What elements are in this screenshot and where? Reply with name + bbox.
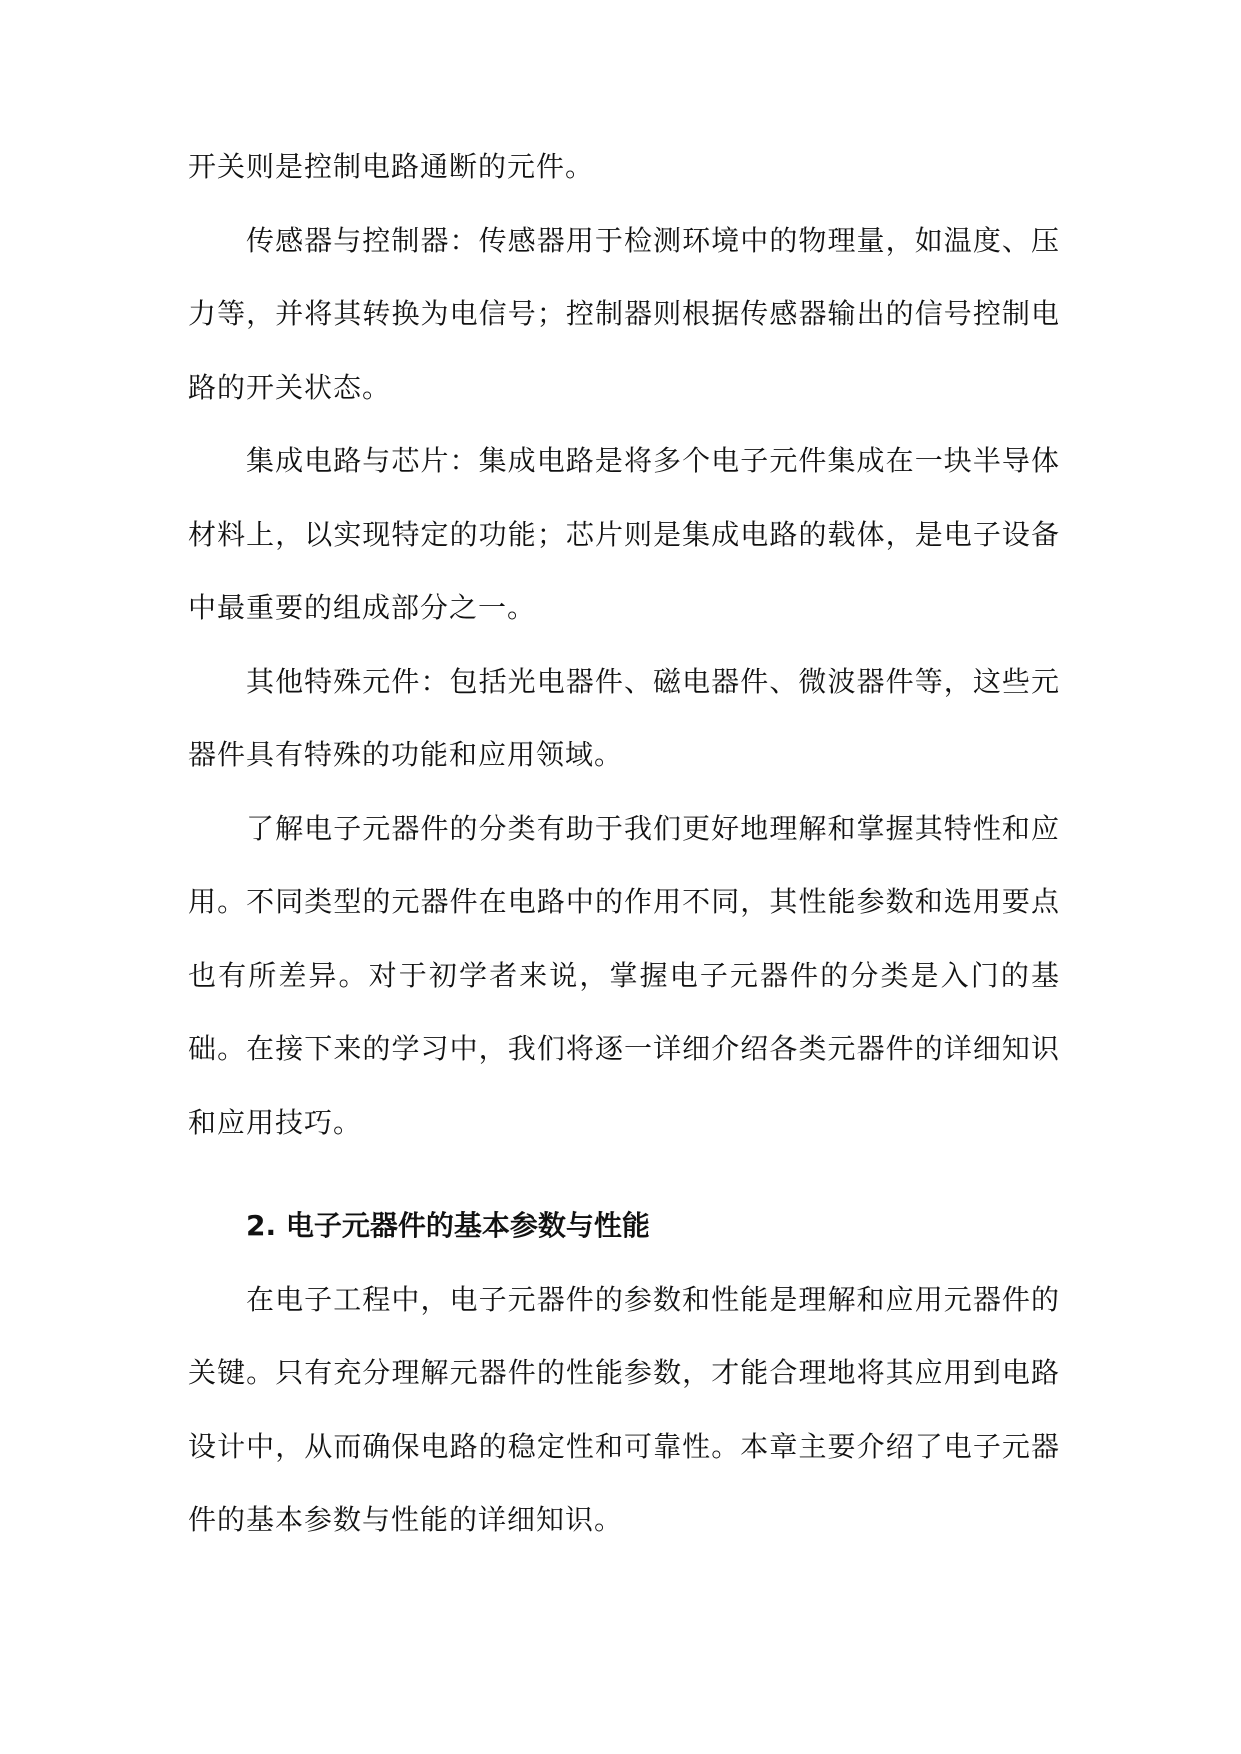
document-page bbox=[188, 130, 1060, 1557]
paragraph-switch-continuation: 开关则是控制电路通断的元件。 bbox=[188, 150, 595, 183]
paragraph-special-components: 其他特殊元件：包括光电器件、磁电器件、微波器件等，这些元器件具有特殊的功能和应用领域。 bbox=[188, 664, 1060, 771]
paragraph-integrated-circuits: 集成电路与芯片：集成电路是将多个电子元件集成在一块半导体材料上，以实现特定的功能；芯片则是集成电路的载体，是电子设备中最重要的组成部分之一。 bbox=[188, 444, 1060, 624]
paragraph-classification-summary: 了解电子元器件的分类有助于我们更好地理解和掌握其特性和应用。不同类型的元器件在电路中的作用不同，其性能参数和选用要点也有所差异。对于初学者来说，掌握电子元器件的分类是入门的基础。在接下来的学习中，我们将逐一详细介绍各类元器件的详细知识和应用技巧。 bbox=[188, 811, 1060, 1139]
paragraph-sensors-controllers: 传感器与控制器：传感器用于检测环境中的物理量，如温度、压力等，并将其转换为电信号；控制器则根据传感器输出的信号控制电路的开关状态。 bbox=[188, 223, 1060, 404]
paragraph-parameters-intro: 在电子工程中，电子元器件的参数和性能是理解和应用元器件的关键。只有充分理解元器件的性能参数，才能合理地将其应用到电路设计中，从而确保电路的稳定性和可靠性。本章主要介绍了电子元器件的基本参数与性能的详细知识。 bbox=[188, 1282, 1060, 1536]
section-spacer bbox=[188, 1159, 1060, 1189]
section-heading: 2. 电子元器件的基本参数与性能 bbox=[246, 1209, 650, 1242]
